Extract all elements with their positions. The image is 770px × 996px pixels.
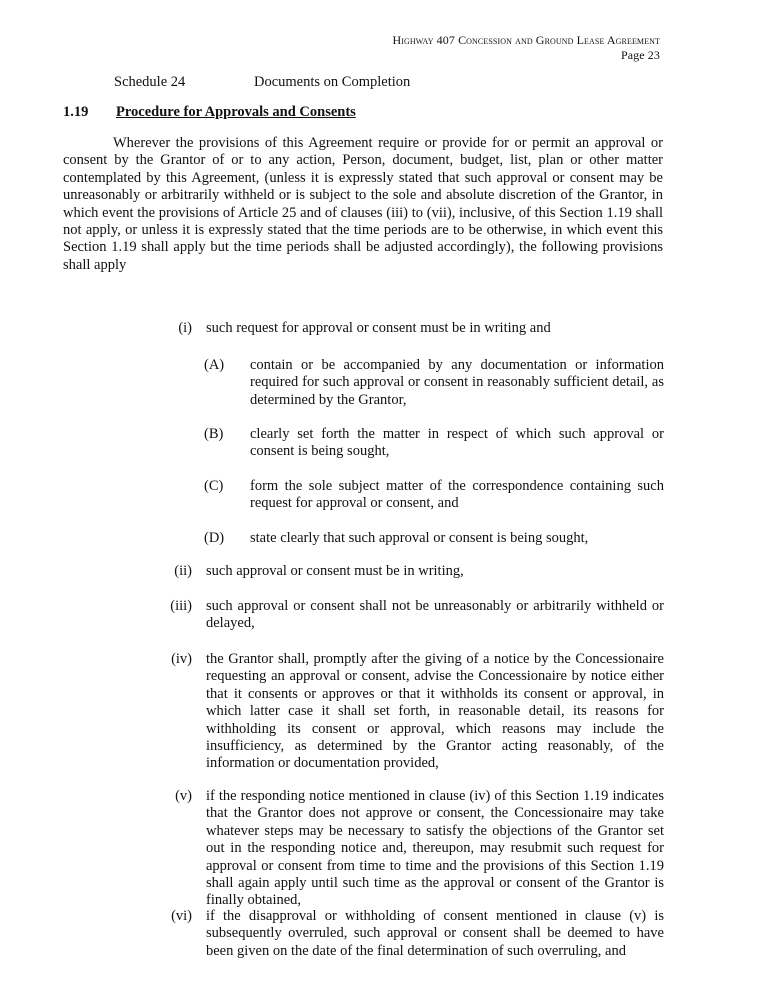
clause-text: such approval or consent shall not be unreasonably or arbitrarily withheld or delayed,	[206, 598, 664, 632]
subclause-label: (B)	[204, 426, 224, 442]
clause-label: (v)	[175, 788, 192, 804]
subclause-text: contain or be accompanied by any documentation or information required for such approval or consent in reasonably sufficient detail, as determined by the Grantor,	[250, 357, 664, 408]
page-number: Page 23	[620, 48, 660, 62]
subclause-text: clearly set forth the matter in respect of which such approval or consent is being sought,	[250, 426, 664, 460]
clause-text: such approval or consent must be in writing,	[206, 563, 464, 579]
clause-label: (iv)	[171, 651, 192, 667]
running-header-title: Highway 407 Concession and Ground Lease Agreement	[392, 33, 660, 47]
intro-paragraph: Wherever the provisions of this Agreement require or provide for or permit an approval or consent by the Grantor of or to any action, Person, document, budget, list, plan or other matter contemplated by this Agreement, (unless it is expressly stated that such approval or consent may be unreasonably or arbitrarily withheld or is subject to the sole and absolute discretion of the Grantor, in which event the provisions of Article 25 and of clauses (iii) to (vii), inclusive, of this Section 1.19 shall not apply, or unless it is expressly stated that the time periods are to be otherwise, in which event this Section 1.19 shall apply but the time periods shall be adjusted accordingly), the following provisions shall apply	[63, 135, 663, 273]
subclause-label: (C)	[204, 478, 224, 494]
subclause-text: form the sole subject matter of the correspondence containing such request for approval or consent, and	[250, 478, 664, 512]
clause-label: (i)	[178, 320, 192, 336]
clause-text: if the responding notice mentioned in clause (iv) of this Section 1.19 indicates that the Grantor does not approve or consent, the Concessionaire may take whatever steps may be necessary to satisfy the objections of the Grantor set out in the responding notice and, thereupon, may resubmit such request for approval or consent from time to time and the provisions of this Section 1.19 shall again apply until such time as the approval or consent of the Grantor is finally obtained,	[206, 788, 664, 909]
clause-text: if the disapproval or withholding of consent mentioned in clause (v) is subsequently overruled, such approval or consent shall be deemed to have been given on the date of the final determination of such overruling, and	[206, 908, 664, 959]
clause-label: (ii)	[174, 563, 192, 579]
schedule-label: Schedule 24	[114, 74, 186, 90]
clause-label: (iii)	[170, 598, 192, 614]
section-number: 1.19	[63, 104, 89, 120]
schedule-title: Documents on Completion	[254, 74, 411, 90]
clause-text: the Grantor shall, promptly after the giving of a notice by the Concessionaire requesting an approval or consent, advise the Concessionaire by notice either that it consents or approves or that it withholds its consent or approval, in which latter case it shall set forth, in reasonable detail, its reasons for withholding its consent or approval, which reasons may include the insufficiency, as determined by the Grantor acting reasonably, of the information or documentation provided,	[206, 651, 664, 772]
subclause-label: (A)	[204, 357, 225, 373]
clause-text: such request for approval or consent must be in writing and	[206, 320, 551, 336]
clause-label: (vi)	[171, 908, 192, 924]
section-title: Procedure for Approvals and Consents	[116, 104, 356, 120]
subclause-text: state clearly that such approval or consent is being sought,	[250, 530, 589, 546]
subclause-label: (D)	[204, 530, 225, 546]
